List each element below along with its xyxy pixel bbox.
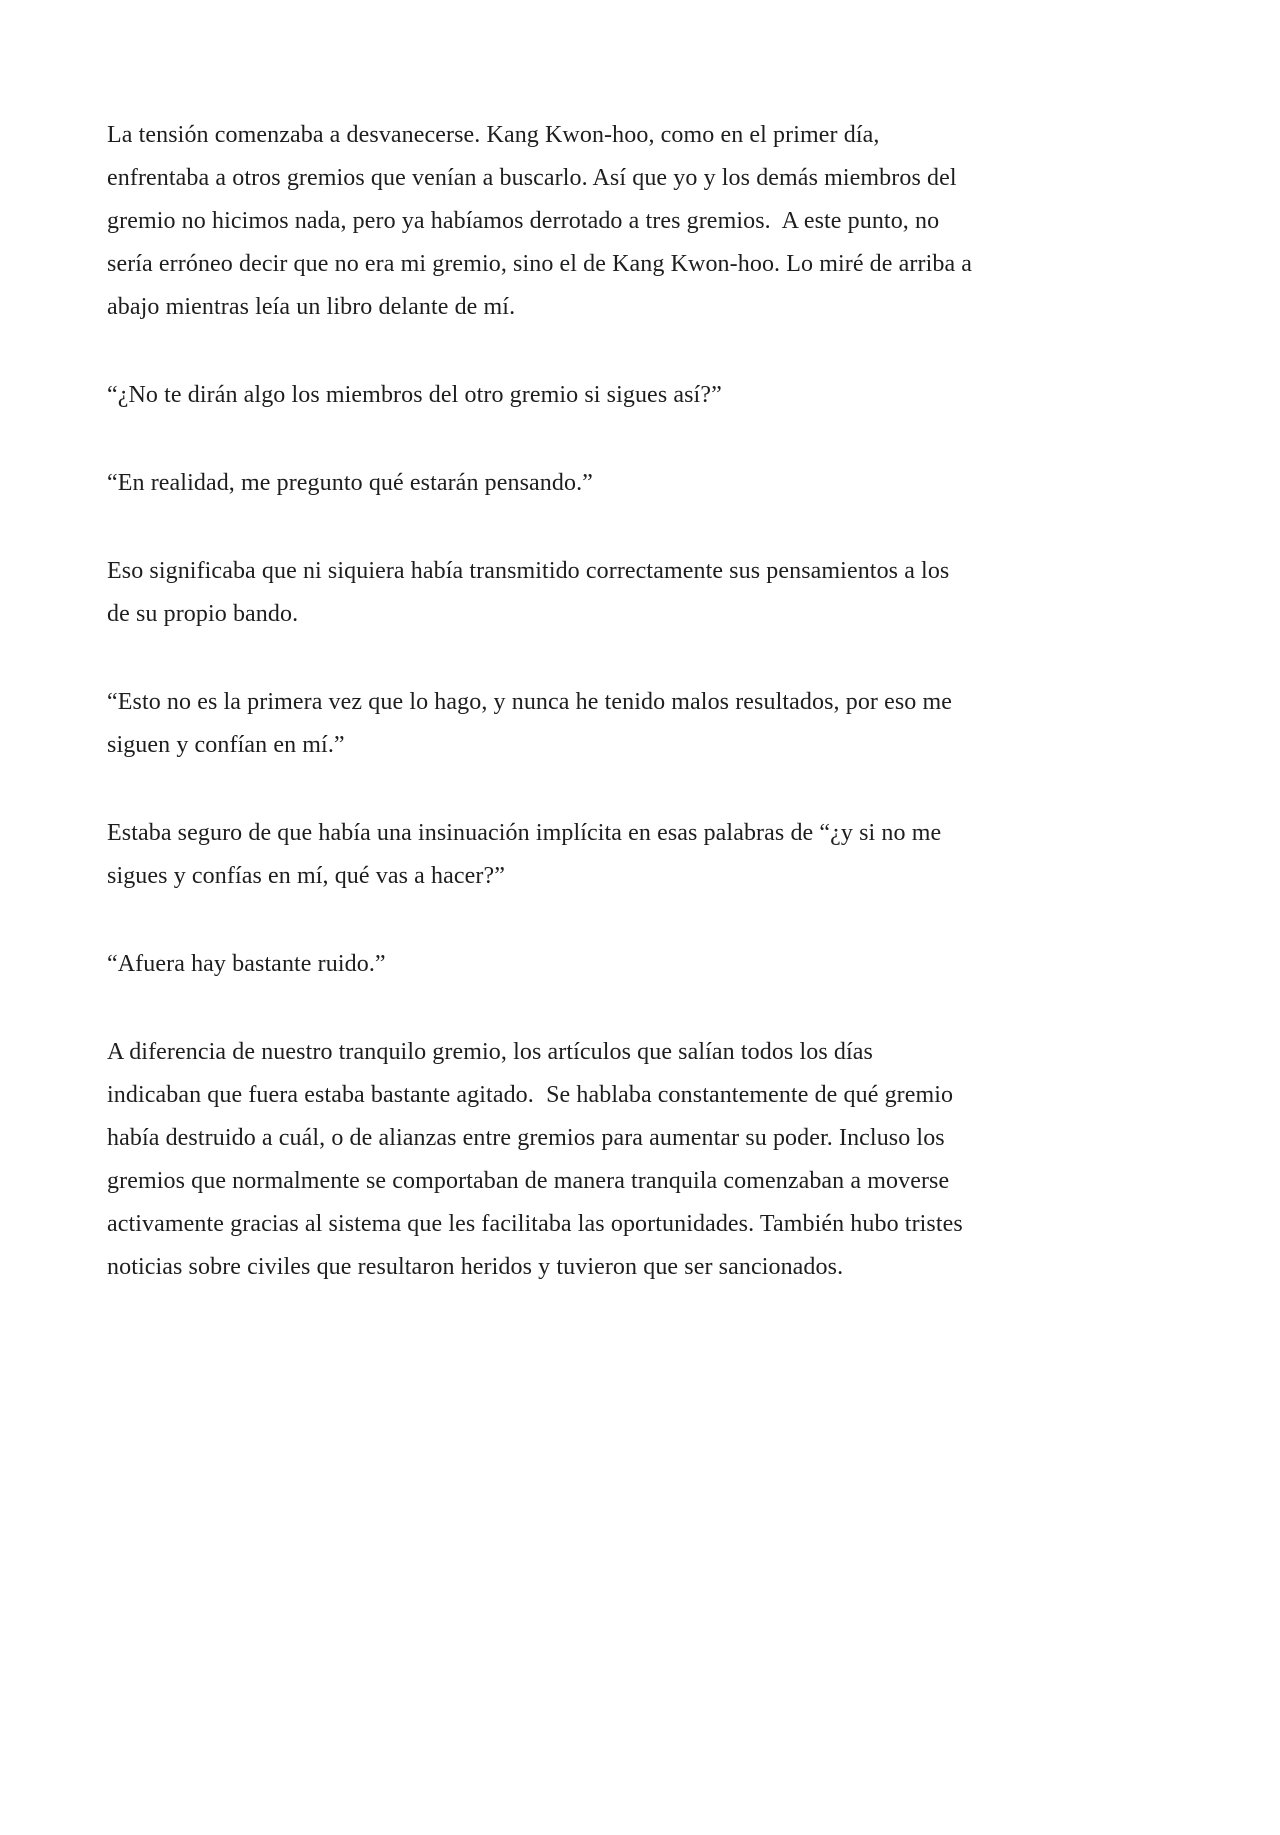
paragraph: [107, 462, 1007, 505]
text-line: gremios que normalmente se comportaban de manera tranquila comenzaban a moverse: [107, 1168, 950, 1194]
text-line: noticias sobre civiles que resultaron heridos y tuvieron que ser sancionados.: [107, 1254, 844, 1280]
text-line: había destruido a cuál, o de alianzas entre gremios para aumentar su poder. Incluso los: [107, 1125, 945, 1151]
paragraph: [107, 550, 1007, 636]
text-line: indicaban que fuera estaba bastante agitado. Se hablaba constantemente de qué gremio: [107, 1082, 954, 1108]
paragraph: [107, 812, 1007, 898]
text-line: siguen y confían en mí.”: [107, 732, 345, 758]
text-line: enfrentaba a otros gremios que venían a buscarlo. Así que yo y los demás miembros del: [107, 165, 957, 191]
text-line: de su propio bando.: [107, 601, 299, 627]
text-line: La tensión comenzaba a desvanecerse. Kang Kwon-hoo, como en el primer día,: [107, 122, 880, 148]
paragraph: [107, 114, 1007, 329]
paragraph: [107, 1031, 1007, 1289]
text-content: [107, 114, 1007, 1289]
paragraph: [107, 943, 1007, 986]
text-line: “Esto no es la primera vez que lo hago, y nunca he tenido malos resultados, por eso me: [107, 689, 953, 715]
text-line: abajo mientras leía un libro delante de mí.: [107, 294, 516, 320]
text-line: gremio no hicimos nada, pero ya habíamos derrotado a tres gremios. A este punto, no: [107, 208, 940, 234]
text-line: sería erróneo decir que no era mi gremio, sino el de Kang Kwon-hoo. Lo miré de arriba a: [107, 251, 973, 277]
text-line: “En realidad, me pregunto qué estarán pensando.”: [107, 470, 593, 496]
paragraph: [107, 681, 1007, 767]
text-line: Estaba seguro de que había una insinuación implícita en esas palabras de “¿y si no me: [107, 820, 942, 846]
text-line: sigues y confías en mí, qué vas a hacer?”: [107, 863, 505, 889]
text-line: “¿No te dirán algo los miembros del otro gremio si sigues así?”: [107, 382, 722, 408]
paragraph: [107, 374, 1007, 417]
text-line: activamente gracias al sistema que les facilitaba las oportunidades. También hubo tristes: [107, 1211, 963, 1237]
text-line: “Afuera hay bastante ruido.”: [107, 951, 386, 977]
text-line: Eso significaba que ni siquiera había transmitido correctamente sus pensamientos a los: [107, 558, 950, 584]
text-line: A diferencia de nuestro tranquilo gremio, los artículos que salían todos los días: [107, 1039, 873, 1065]
